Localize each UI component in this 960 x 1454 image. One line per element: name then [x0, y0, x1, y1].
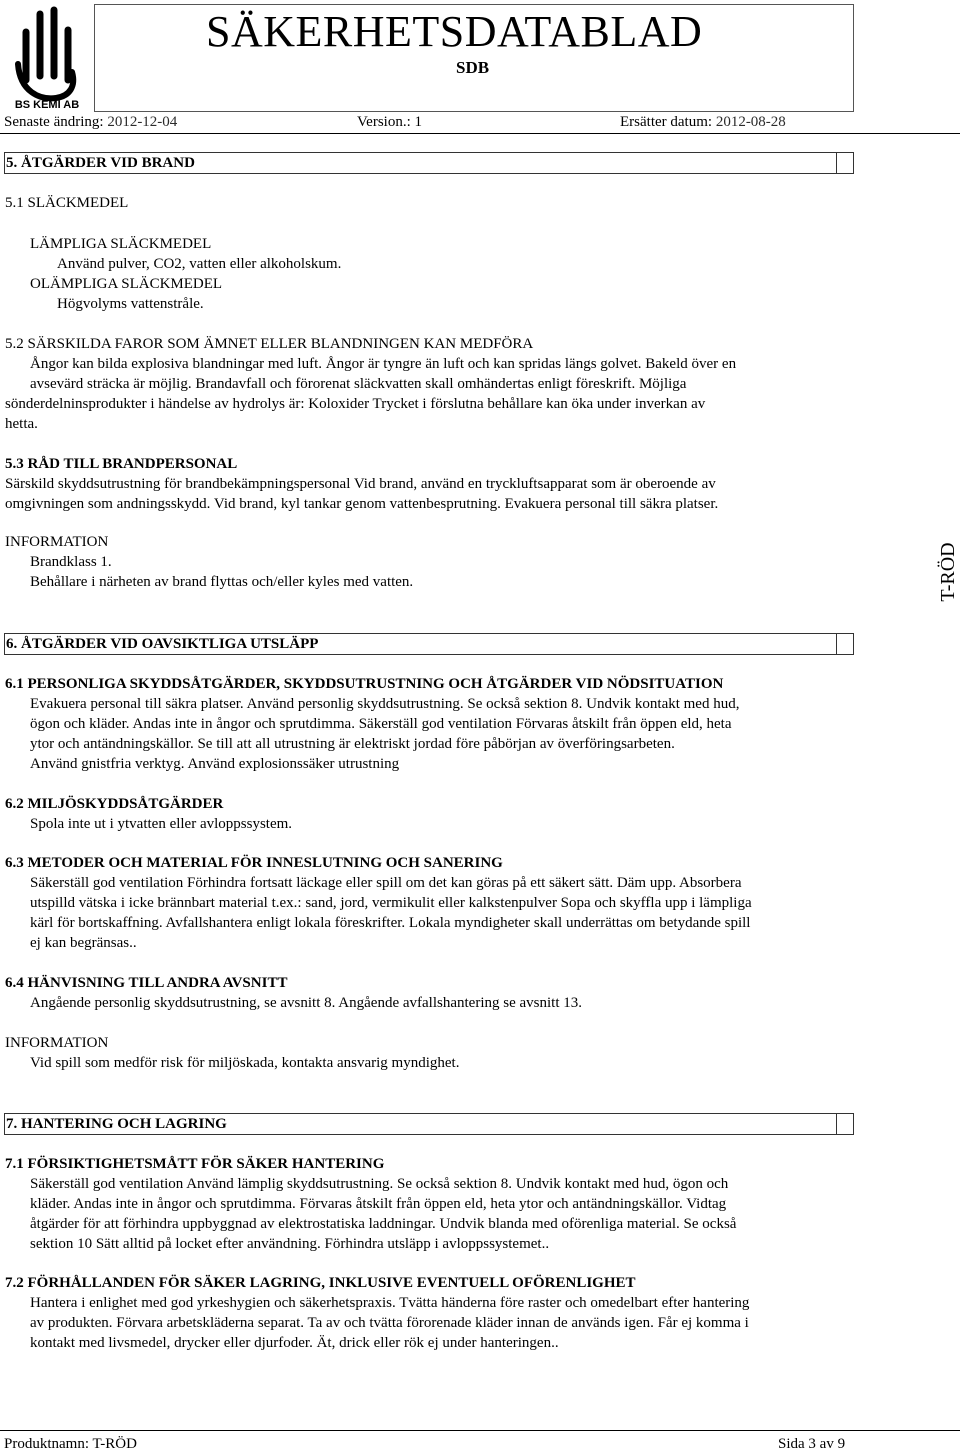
version-label: Version.: — [357, 114, 411, 130]
last-change — [4, 112, 177, 132]
section-5-2-line: avsevärd sträcka är möjlig. Brandavfall och förorenat släckvatten skall omhändertas enligt föreskrift. Möjliga — [30, 376, 687, 392]
footer-page-of: av — [819, 1436, 834, 1452]
section-6-3-line: kärl för bortskaffning. Avfallshantera enligt lokala föreskrifter. Lokala myndigheter skall underrättas om betydande spill — [30, 915, 751, 931]
footer-divider — [0, 1430, 960, 1431]
section-5-info-line: Brandklass 1. — [30, 554, 112, 570]
section-5-checkbox — [836, 153, 853, 173]
footer-page-current: 3 — [808, 1436, 816, 1452]
section-6-3-line: utspilld vätska i icke brännbart material t.ex.: sand, jord, vermikulit eller kalkstenpulver Sopa och skyffla upp i lämpliga — [30, 895, 752, 911]
section-6-2-line: Spola inte ut i ytvatten eller avloppssystem. — [30, 816, 293, 832]
section-6-1-title: 6.1 PERSONLIGA SKYDDSÅTGÄRDER, SKYDDSUTRUSTNING OCH ÅTGÄRDER VID NÖDSITUATION — [5, 676, 724, 692]
section-6-1-line: ytor och antändningskällor. Se till att all utrustning är elektriskt jordad före påbörjan av överföringsarbeten. — [30, 736, 675, 752]
section-5-3-line: Särskild skyddsutrustning för brandbekämpningspersonal Vid brand, använd en tryckluftsapparat som är oberoende av — [5, 476, 716, 492]
section-5-info-heading: INFORMATION — [5, 534, 109, 550]
section-5-info-line: Behållare i närheten av brand flyttas och/eller kyles med vatten. — [30, 574, 414, 590]
footer-product-label: Produktnamn: — [4, 1436, 89, 1452]
section-5-2-line: hetta. — [5, 416, 38, 432]
section-7-checkbox — [836, 1114, 853, 1134]
footer-page-label: Sida — [778, 1436, 805, 1452]
suitable-media-text: Använd pulver, CO2, vatten eller alkoholskum. — [57, 256, 342, 272]
document-subtitle: SDB — [456, 58, 490, 77]
section-6-2-title: 6.2 MILJÖSKYDDSÅTGÄRDER — [5, 796, 224, 812]
footer-product-name: T-RÖD — [92, 1436, 137, 1452]
section-6-3-title: 6.3 METODER OCH MATERIAL FÖR INNESLUTNING OCH SANERING — [5, 855, 503, 871]
section-7-2-line: Hantera i enlighet med god yrkeshygien och säkerhetspraxis. Tvätta händerna före raster och omedelbart efter hantering — [30, 1295, 750, 1311]
section-7-1-line: kläder. Andas inte in ångor och sprutdimma. Förvaras åtskilt från öppen eld, heta ytor och antändningskällor. Vidtag — [30, 1196, 727, 1212]
footer-page-total: 9 — [837, 1436, 846, 1452]
section-7-1-line: sektion 10 Sätt alltid på locket efter användning. Förhindra utsläpp i avloppssystemet.. — [30, 1236, 550, 1252]
header-divider — [0, 133, 960, 134]
section-5-header — [4, 152, 854, 174]
section-7-2-line: kontakt med livsmedel, drycker eller djurfoder. Ät, drick eller rök ej under hanteringen.. — [30, 1335, 559, 1351]
section-7-1-title: 7.1 FÖRSIKTIGHETSMÅTT FÖR SÄKER HANTERING — [5, 1156, 385, 1172]
section-6-checkbox — [836, 634, 853, 654]
section-6-4-title: 6.4 HÄNVISNING TILL ANDRA AVSNITT — [5, 975, 288, 991]
section-5-title: 5. ÅTGÄRDER VID BRAND — [6, 155, 195, 171]
unsuitable-media-heading: OLÄMPLIGA SLÄCKMEDEL — [30, 276, 223, 292]
section-7-title: 7. HANTERING OCH LAGRING — [6, 1116, 227, 1132]
section-6-4-line: Angående personlig skyddsutrustning, se avsnitt 8. Angående avfallshantering se avsnitt 13. — [30, 995, 582, 1011]
document-title: SÄKERHETSDATABLAD — [206, 7, 703, 56]
section-6-header — [4, 633, 854, 655]
section-5-3-title: 5.3 RÅD TILL BRANDPERSONAL — [5, 456, 238, 472]
footer-page-number — [778, 1434, 845, 1454]
section-6-info-line: Vid spill som medför risk för miljöskada, kontakta ansvarig myndighet. — [30, 1055, 460, 1071]
section-6-1-line: Använd gnistfria verktyg. Använd explosionssäker utrustning — [30, 756, 400, 772]
hand-logo-icon — [18, 10, 73, 98]
section-7-2-title: 7.2 FÖRHÅLLANDEN FÖR SÄKER LAGRING, INKLUSIVE EVENTUELL OFÖRENLIGHET — [5, 1275, 636, 1291]
section-6-3-line: ej kan begränsas.. — [30, 935, 137, 951]
version — [357, 112, 422, 132]
replaces-date — [620, 112, 786, 132]
last-change-label: Senaste ändring: — [4, 114, 104, 130]
version-value: 1 — [414, 114, 422, 130]
section-6-info-heading: INFORMATION — [5, 1035, 109, 1051]
logo-text: BS KEMI AB — [14, 99, 80, 110]
section-6-1-line: ögon och kläder. Andas inte in ångor och sprutdimma. Säkerställ god ventilation Förvaras åtskilt från öppen eld, heta — [30, 716, 732, 732]
section-6-3-line: Säkerställ god ventilation Förhindra fortsatt läckage eller spill om det kan göras på ett säkert sätt. Däm upp. Absorbera — [30, 875, 742, 891]
section-7-header — [4, 1113, 854, 1135]
footer-product — [4, 1434, 137, 1454]
section-5-3-line: omgivningen som andningsskydd. Vid brand, kyl tankar genom vattenbesprutning. Evakuera personal till säkra platser. — [5, 496, 719, 512]
replaces-value: 2012-08-28 — [715, 114, 786, 130]
section-5-1-title: 5.1 SLÄCKMEDEL — [5, 195, 129, 211]
section-5-2-line: Ångor kan bilda explosiva blandningar med luft. Ångor är tyngre än luft och kan spridas längs golvet. Bakeld över en — [30, 356, 737, 372]
section-6-1-line: Evakuera personal till säkra platser. Använd personlig skyddsutrustning. Se också sektion 8. Undvik kontakt med hud, — [30, 696, 740, 712]
section-7-1-line: Säkerställ god ventilation Använd lämplig skyddsutrustning. Se också sektion 8. Undvik kontakt med hud, ögon och — [30, 1176, 729, 1192]
suitable-media-heading: LÄMPLIGA SLÄCKMEDEL — [30, 236, 212, 252]
section-7-2-line: av produkten. Förvara arbetskläderna separat. Ta av och tvätta förorenade kläder innan de används igen. Får ej komma i — [30, 1315, 749, 1331]
last-change-date: 2012-12-04 — [107, 114, 178, 130]
replaces-label: Ersätter datum: — [620, 114, 713, 130]
section-7-1-line: åtgärder för att förhindra uppbyggnad av elektrostatiska laddningar. Undvik blanda med oförenliga material. Se också — [30, 1216, 737, 1232]
section-5-2-line: sönderdelninsprodukter i händelse av hydrolys är: Koloxider Trycket i förslutna behållare kan öka under inverkan av — [5, 396, 706, 412]
section-6-title: 6. ÅTGÄRDER VID OAVSIKTLIGA UTSLÄPP — [6, 636, 319, 652]
section-5-2-title: 5.2 SÄRSKILDA FAROR SOM ÄMNET ELLER BLANDNINGEN KAN MEDFÖRA — [5, 336, 534, 352]
unsuitable-media-text: Högvolyms vattenstråle. — [57, 296, 204, 312]
side-product-label: T-RÖD — [937, 542, 959, 602]
company-logo — [10, 2, 84, 110]
